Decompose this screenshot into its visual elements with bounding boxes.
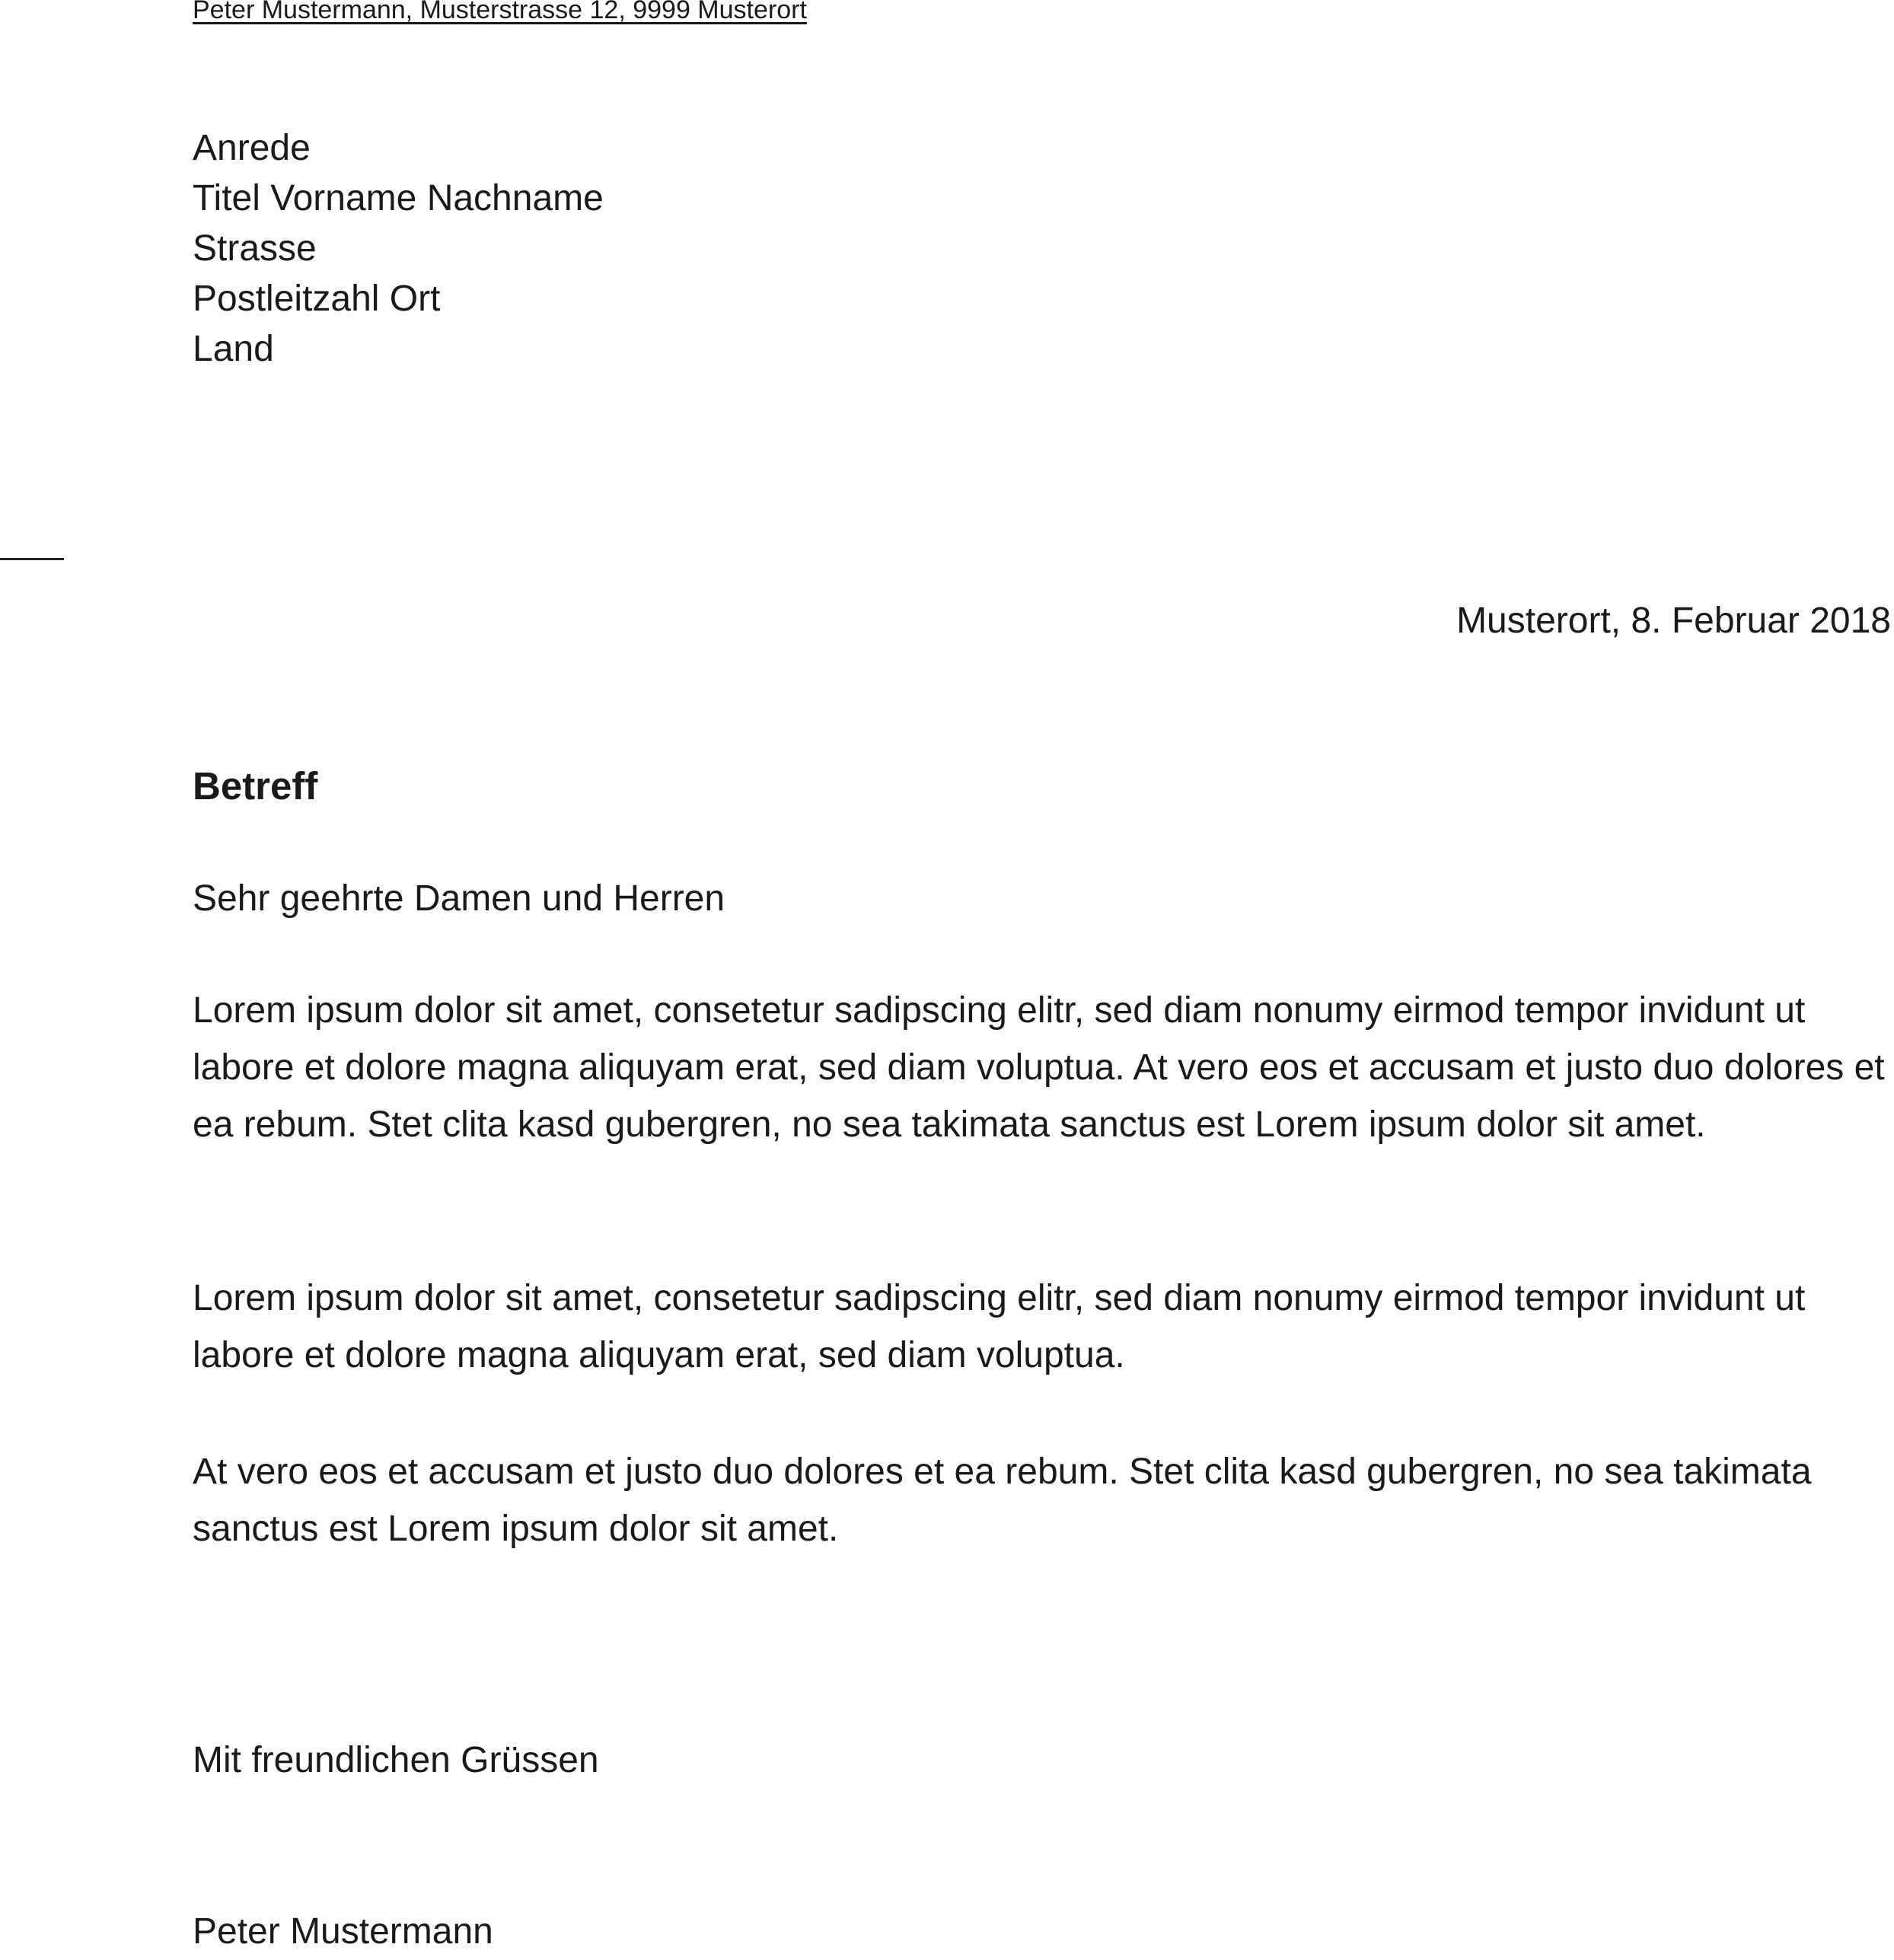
recipient-postal-city: Postleitzahl Ort (193, 279, 441, 319)
recipient-address-block (193, 123, 604, 374)
closing: Mit freundlichen Grüssen (193, 1740, 599, 1780)
fold-mark (0, 558, 64, 560)
letter-subject: Betreff (193, 764, 318, 808)
recipient-country: Land (193, 329, 274, 369)
body-paragraph-3: At vero eos et accusam et justo duo dolores et ea rebum. Stet clita kasd gubergren, no sea takimata sanctus est Lorem ipsum dolor sit amet. (193, 1452, 1812, 1549)
recipient-street: Strasse (193, 228, 317, 269)
sender-address-line: Peter Mustermann, Musterstrasse 12, 9999 Musterort (193, 0, 807, 24)
body-paragraph-2: Lorem ipsum dolor sit amet, consetetur sadipscing elitr, sed diam nonumy eirmod tempor invidunt ut labore et dolore magna aliquyam erat, sed diam voluptua. (193, 1278, 1806, 1375)
greeting: Sehr geehrte Damen und Herren (193, 878, 725, 919)
recipient-name: Titel Vorname Nachname (193, 178, 604, 218)
recipient-salutation: Anrede (193, 128, 311, 168)
letter-date: Musterort, 8. Februar 2018 (1456, 601, 1891, 641)
body-paragraph-1: Lorem ipsum dolor sit amet, consetetur sadipscing elitr, sed diam nonumy eirmod tempor invidunt ut labore et dolore magna aliquyam erat, sed diam voluptua. At vero eos et accusam et justo duo dolores et ea rebum. Stet clita kasd gubergren, no sea takimata sanctus est Lorem ipsum dolor sit amet. (193, 990, 1885, 1145)
signature-name: Peter Mustermann (193, 1911, 493, 1952)
